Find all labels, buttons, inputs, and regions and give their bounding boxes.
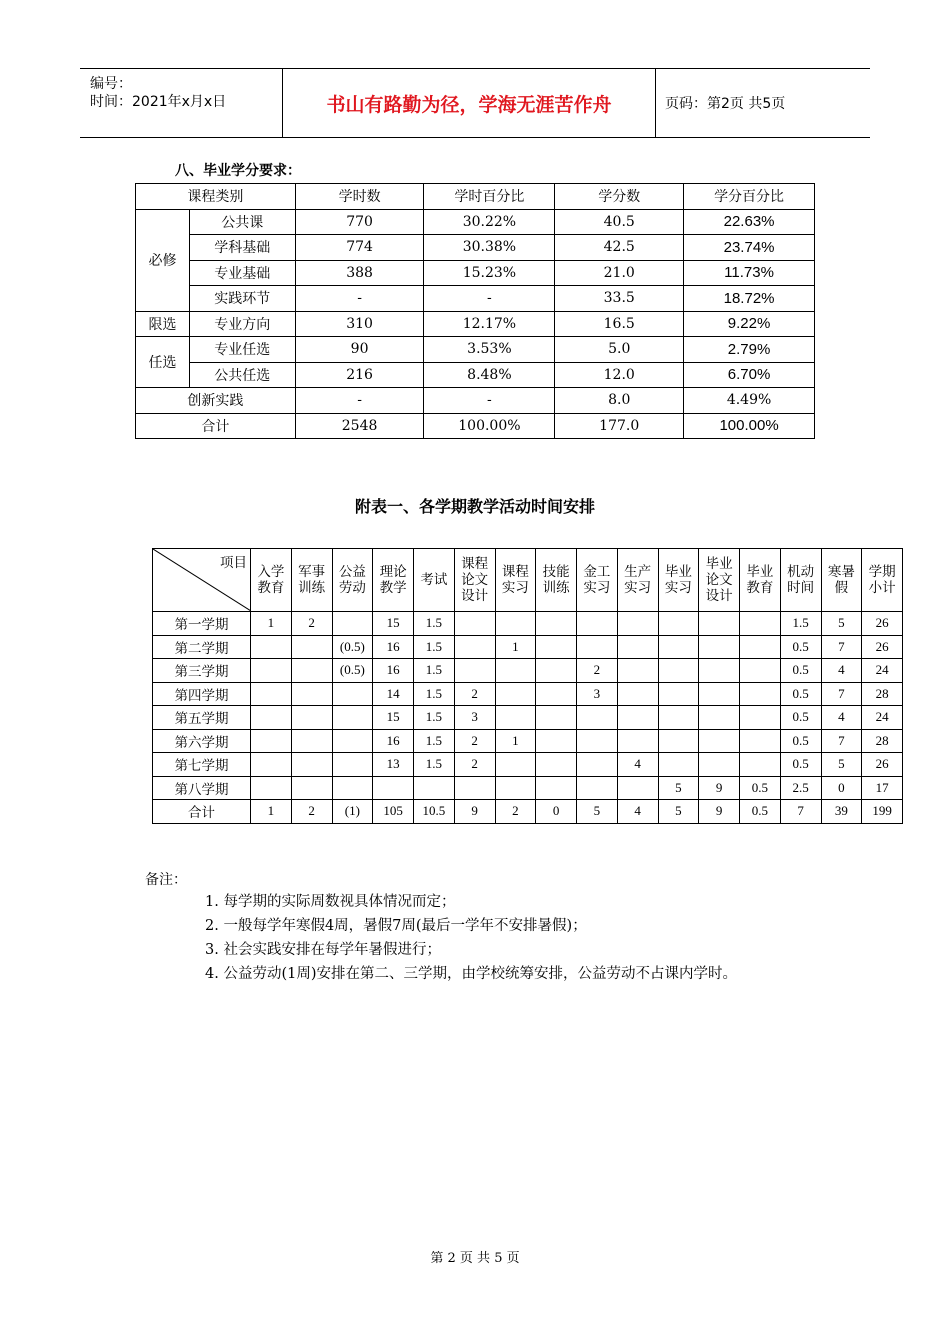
schedule-cell xyxy=(536,753,577,777)
schedule-row xyxy=(153,729,903,753)
semester-label: 第二学期 xyxy=(153,635,251,659)
schedule-cell xyxy=(658,729,699,753)
schedule-cell xyxy=(658,753,699,777)
schedule-cell: 0.5 xyxy=(740,800,781,824)
credits-row xyxy=(136,209,815,235)
schedule-column-header xyxy=(414,549,455,612)
credits-column-header: 课程类别 xyxy=(136,184,296,210)
semester-label: 第五学期 xyxy=(153,706,251,730)
schedule-cell xyxy=(332,706,373,730)
credits-cell-credits-pct: 11.73% xyxy=(684,260,815,286)
schedule-cell: 9 xyxy=(699,800,740,824)
schedule-cell xyxy=(495,659,536,683)
schedule-column-header xyxy=(617,549,658,612)
header-text-line: 寒暑 xyxy=(827,564,855,580)
schedule-cell: 1.5 xyxy=(414,682,455,706)
credits-cell-hours-pct: 100.00% xyxy=(424,413,555,439)
schedule-cell xyxy=(536,635,577,659)
credits-table xyxy=(135,183,815,439)
credits-category: 专业方向 xyxy=(189,311,295,337)
schedule-cell: 0.5 xyxy=(780,659,821,683)
schedule-cell: 1.5 xyxy=(414,729,455,753)
header-text-line: 课程 xyxy=(501,564,529,580)
header-text-line: 训练 xyxy=(298,580,326,596)
credits-category: 公共任选 xyxy=(189,362,295,388)
credits-cell-credits: 42.5 xyxy=(555,235,684,261)
schedule-cell: 1 xyxy=(495,635,536,659)
schedule-cell: 1.5 xyxy=(414,659,455,683)
schedule-cell xyxy=(251,706,292,730)
credits-cell-credits: 40.5 xyxy=(555,209,684,235)
credits-group-label: 必修 xyxy=(136,209,190,311)
schedule-cell xyxy=(617,659,658,683)
credits-category: 实践环节 xyxy=(189,286,295,312)
schedule-cell xyxy=(699,635,740,659)
header-text-line: 毕业 xyxy=(705,556,733,572)
header-text-line: 时间 xyxy=(787,580,815,596)
credits-cell-credits: 5.0 xyxy=(555,337,684,363)
schedule-cell: 16 xyxy=(373,635,414,659)
schedule-cell: 0.5 xyxy=(780,753,821,777)
schedule-cell xyxy=(617,682,658,706)
header-text-line: 毕业 xyxy=(664,564,692,580)
note-item: 3. 社会实践安排在每学年暑假进行； xyxy=(205,942,441,958)
schedule-cell xyxy=(536,706,577,730)
schedule-cell: 1.5 xyxy=(780,612,821,636)
schedule-cell: 2 xyxy=(454,682,495,706)
schedule-column-header xyxy=(291,549,332,612)
credits-column-header: 学时百分比 xyxy=(424,184,555,210)
schedule-cell xyxy=(291,706,332,730)
credits-row xyxy=(136,362,815,388)
credits-cell-hours: 770 xyxy=(295,209,424,235)
header-text-line: 论文 xyxy=(705,572,733,588)
schedule-cell xyxy=(536,659,577,683)
schedule-column-header xyxy=(699,549,740,612)
semester-label: 合计 xyxy=(153,800,251,824)
credits-section-title: 八、毕业学分要求： xyxy=(175,163,301,179)
schedule-column-header xyxy=(780,549,821,612)
header-text-line: 公益 xyxy=(338,564,366,580)
schedule-cell: 26 xyxy=(862,635,903,659)
schedule-cell: 0.5 xyxy=(740,776,781,800)
credits-row xyxy=(136,235,815,261)
schedule-cell: (1) xyxy=(332,800,373,824)
schedule-cell xyxy=(332,753,373,777)
schedule-cell: 15 xyxy=(373,706,414,730)
schedule-cell: 14 xyxy=(373,682,414,706)
credits-cell-hours-pct: 8.48% xyxy=(424,362,555,388)
credits-category: 学科基础 xyxy=(189,235,295,261)
credits-row xyxy=(136,388,815,414)
schedule-cell xyxy=(577,729,618,753)
schedule-cell xyxy=(617,776,658,800)
schedule-cell xyxy=(740,682,781,706)
header-text-line: 教育 xyxy=(746,580,774,596)
schedule-cell xyxy=(454,659,495,683)
header-text-line: 机动 xyxy=(787,564,815,580)
header-text-line: 军事 xyxy=(298,564,326,580)
credits-row xyxy=(136,260,815,286)
schedule-cell xyxy=(454,612,495,636)
note-item: 2. 一般每学年寒假4周，暑假7周(最后一学年不安排暑假)； xyxy=(205,918,587,934)
credits-cell-hours: 2548 xyxy=(295,413,424,439)
schedule-cell xyxy=(291,659,332,683)
schedule-cell: 0.5 xyxy=(780,635,821,659)
schedule-cell: 1.5 xyxy=(414,753,455,777)
credits-cell-hours: 216 xyxy=(295,362,424,388)
schedule-cell: 7 xyxy=(821,682,862,706)
schedule-cell: 4 xyxy=(617,753,658,777)
schedule-cell xyxy=(658,706,699,730)
schedule-cell: 28 xyxy=(862,682,903,706)
header-text-line: 论文 xyxy=(461,572,489,588)
schedule-cell: 5 xyxy=(658,800,699,824)
schedule-row xyxy=(153,800,903,824)
schedule-cell xyxy=(332,729,373,753)
semester-label: 第四学期 xyxy=(153,682,251,706)
schedule-row xyxy=(153,659,903,683)
credits-cell-hours-pct: - xyxy=(424,286,555,312)
header-text-line: 教育 xyxy=(257,580,285,596)
header-text-line: 设计 xyxy=(705,588,733,604)
schedule-cell xyxy=(617,612,658,636)
schedule-cell xyxy=(291,729,332,753)
schedule-cell: 2 xyxy=(495,800,536,824)
credits-cell-hours-pct: 12.17% xyxy=(424,311,555,337)
schedule-cell: 4 xyxy=(821,659,862,683)
credits-cell-credits-pct: 100.00% xyxy=(684,413,815,439)
credits-cell-credits: 21.0 xyxy=(555,260,684,286)
schedule-cell xyxy=(251,635,292,659)
schedule-column-header xyxy=(536,549,577,612)
schedule-cell: 5 xyxy=(821,612,862,636)
schedule-cell xyxy=(495,753,536,777)
schedule-row xyxy=(153,612,903,636)
page-header xyxy=(80,68,870,138)
schedule-cell xyxy=(577,753,618,777)
schedule-cell: (0.5) xyxy=(332,659,373,683)
schedule-cell: 24 xyxy=(862,706,903,730)
schedule-cell xyxy=(291,682,332,706)
schedule-cell xyxy=(373,776,414,800)
schedule-column-header xyxy=(740,549,781,612)
schedule-cell xyxy=(577,706,618,730)
schedule-cell xyxy=(577,612,618,636)
schedule-cell xyxy=(658,635,699,659)
schedule-cell: 3 xyxy=(454,706,495,730)
header-text-line: 实习 xyxy=(624,580,652,596)
credits-cell-hours-pct: 3.53% xyxy=(424,337,555,363)
schedule-row xyxy=(153,776,903,800)
schedule-cell: 2 xyxy=(291,800,332,824)
schedule-cell xyxy=(740,659,781,683)
schedule-cell xyxy=(699,612,740,636)
schedule-column-header xyxy=(577,549,618,612)
header-text-line: 考试 xyxy=(420,572,448,588)
credits-cell-credits-pct: 18.72% xyxy=(684,286,815,312)
doc-date-label: 时间：2021年x月x日 xyxy=(90,94,227,110)
schedule-cell: 39 xyxy=(821,800,862,824)
schedule-column-header xyxy=(251,549,292,612)
header-text-line: 实习 xyxy=(501,580,529,596)
schedule-cell: 1.5 xyxy=(414,612,455,636)
schedule-cell xyxy=(617,706,658,730)
schedule-column-header xyxy=(373,549,414,612)
schedule-column-header xyxy=(821,549,862,612)
header-text-line: 实习 xyxy=(664,580,692,596)
doc-number-label: 编号： xyxy=(90,76,132,92)
credits-cell-credits: 16.5 xyxy=(555,311,684,337)
schedule-column-header xyxy=(658,549,699,612)
schedule-cell: 2.5 xyxy=(780,776,821,800)
schedule-cell: 0 xyxy=(536,800,577,824)
credits-cell-hours: 310 xyxy=(295,311,424,337)
schedule-cell: 7 xyxy=(780,800,821,824)
schedule-cell: 2 xyxy=(454,729,495,753)
credits-cell-credits-pct: 23.74% xyxy=(684,235,815,261)
schedule-cell: 7 xyxy=(821,635,862,659)
schedule-cell: 1 xyxy=(251,612,292,636)
credits-row xyxy=(136,286,815,312)
schedule-cell xyxy=(495,682,536,706)
schedule-cell xyxy=(291,776,332,800)
credits-cell-hours: - xyxy=(295,388,424,414)
schedule-cell: 2 xyxy=(291,612,332,636)
schedule-cell xyxy=(577,635,618,659)
schedule-cell xyxy=(251,753,292,777)
credits-cell-credits: 177.0 xyxy=(555,413,684,439)
credits-cell-credits-pct: 4.49% xyxy=(684,388,815,414)
schedule-cell xyxy=(251,659,292,683)
credits-row xyxy=(136,311,815,337)
schedule-cell: 0 xyxy=(821,776,862,800)
credits-row xyxy=(136,413,815,439)
schedule-cell: 16 xyxy=(373,729,414,753)
header-motto: 书山有路勤为径，学海无涯苦作舟 xyxy=(283,69,656,137)
schedule-cell: 1.5 xyxy=(414,706,455,730)
credits-group-label: 任选 xyxy=(136,337,190,388)
header-text-line: 理论 xyxy=(379,564,407,580)
schedule-cell: 0.5 xyxy=(780,706,821,730)
schedule-cell xyxy=(699,706,740,730)
schedule-cell: 1 xyxy=(251,800,292,824)
schedule-cell xyxy=(699,659,740,683)
schedule-header-row xyxy=(153,549,903,612)
schedule-column-header xyxy=(862,549,903,612)
schedule-cell xyxy=(740,706,781,730)
schedule-cell: 16 xyxy=(373,659,414,683)
schedule-cell xyxy=(536,612,577,636)
header-text-line: 劳动 xyxy=(338,580,366,596)
header-text-line: 课程 xyxy=(461,556,489,572)
credits-cell-credits-pct: 22.63% xyxy=(684,209,815,235)
credits-cell-hours-pct: - xyxy=(424,388,555,414)
schedule-title: 附表一、各学期教学活动时间安排 xyxy=(354,497,595,516)
schedule-cell: 5 xyxy=(577,800,618,824)
schedule-cell xyxy=(658,682,699,706)
schedule-cell xyxy=(251,682,292,706)
schedule-cell: 9 xyxy=(454,800,495,824)
header-text-line: 小计 xyxy=(868,580,896,596)
note-item: 1. 每学期的实际周数视具体情况而定； xyxy=(205,894,456,910)
credits-cell-hours-pct: 15.23% xyxy=(424,260,555,286)
header-page-label: 页码：第2页 共5页 xyxy=(665,96,786,112)
schedule-cell xyxy=(251,776,292,800)
schedule-cell: 10.5 xyxy=(414,800,455,824)
semester-label: 第七学期 xyxy=(153,753,251,777)
schedule-cell xyxy=(536,729,577,753)
schedule-cell xyxy=(699,753,740,777)
schedule-cell: 17 xyxy=(862,776,903,800)
schedule-cell: 2 xyxy=(454,753,495,777)
credits-cell-hours: - xyxy=(295,286,424,312)
credits-row xyxy=(136,337,815,363)
corner-label: 项目 xyxy=(220,555,247,571)
header-info xyxy=(80,69,283,137)
credits-cell-hours-pct: 30.38% xyxy=(424,235,555,261)
header-text-line: 入学 xyxy=(257,564,285,580)
schedule-cell: 0.5 xyxy=(780,729,821,753)
schedule-cell: 3 xyxy=(577,682,618,706)
schedule-cell: 24 xyxy=(862,659,903,683)
schedule-column-header xyxy=(495,549,536,612)
schedule-cell xyxy=(658,612,699,636)
schedule-cell: 26 xyxy=(862,753,903,777)
schedule-cell xyxy=(291,753,332,777)
schedule-cell: 2 xyxy=(577,659,618,683)
schedule-cell xyxy=(536,776,577,800)
notes-list xyxy=(205,890,737,986)
schedule-cell: 26 xyxy=(862,612,903,636)
schedule-cell xyxy=(454,635,495,659)
credits-category: 专业基础 xyxy=(189,260,295,286)
schedule-cell: 5 xyxy=(821,753,862,777)
schedule-row xyxy=(153,706,903,730)
schedule-column-header xyxy=(454,549,495,612)
schedule-cell: 1.5 xyxy=(414,635,455,659)
schedule-cell: 0.5 xyxy=(780,682,821,706)
schedule-cell xyxy=(251,729,292,753)
credits-category: 专业任选 xyxy=(189,337,295,363)
schedule-cell: 15 xyxy=(373,612,414,636)
schedule-cell xyxy=(332,612,373,636)
schedule-cell: 7 xyxy=(821,729,862,753)
credits-cell-credits-pct: 2.79% xyxy=(684,337,815,363)
header-text-line: 假 xyxy=(834,580,849,596)
schedule-cell xyxy=(617,729,658,753)
schedule-cell xyxy=(740,612,781,636)
credits-category: 创新实践 xyxy=(136,388,296,414)
schedule-cell xyxy=(495,776,536,800)
header-text-line: 毕业 xyxy=(746,564,774,580)
credits-category: 公共课 xyxy=(189,209,295,235)
credits-category: 合计 xyxy=(136,413,296,439)
header-text-line: 实习 xyxy=(583,580,611,596)
schedule-cell xyxy=(291,635,332,659)
credits-cell-credits-pct: 9.22% xyxy=(684,311,815,337)
schedule-column-header xyxy=(332,549,373,612)
schedule-corner-cell xyxy=(153,549,251,612)
note-item: 4. 公益劳动(1周)安排在第二、三学期，由学校统筹安排，公益劳动不占课内学时。 xyxy=(205,966,737,982)
credits-cell-hours: 774 xyxy=(295,235,424,261)
header-text-line: 设计 xyxy=(461,588,489,604)
credits-cell-hours: 388 xyxy=(295,260,424,286)
credits-column-header: 学时数 xyxy=(295,184,424,210)
header-text-line: 训练 xyxy=(542,580,570,596)
schedule-cell xyxy=(658,659,699,683)
schedule-cell xyxy=(699,682,740,706)
semester-label: 第八学期 xyxy=(153,776,251,800)
schedule-cell xyxy=(617,635,658,659)
schedule-row xyxy=(153,753,903,777)
schedule-cell: 199 xyxy=(862,800,903,824)
schedule-cell xyxy=(495,612,536,636)
page-footer: 第 2 页 共 5 页 xyxy=(430,1251,520,1266)
credits-cell-credits-pct: 6.70% xyxy=(684,362,815,388)
semester-label: 第六学期 xyxy=(153,729,251,753)
header-text-line: 教学 xyxy=(379,580,407,596)
schedule-row xyxy=(153,682,903,706)
credits-cell-credits: 33.5 xyxy=(555,286,684,312)
credits-cell-credits: 12.0 xyxy=(555,362,684,388)
header-text-line: 金工 xyxy=(583,564,611,580)
semester-label: 第一学期 xyxy=(153,612,251,636)
schedule-cell xyxy=(454,776,495,800)
schedule-cell: 105 xyxy=(373,800,414,824)
schedule-cell xyxy=(332,776,373,800)
notes-label: 备注： xyxy=(145,872,187,888)
semester-label: 第三学期 xyxy=(153,659,251,683)
schedule-cell: 1 xyxy=(495,729,536,753)
schedule-cell xyxy=(536,682,577,706)
schedule-cell: 4 xyxy=(617,800,658,824)
credits-cell-credits: 8.0 xyxy=(555,388,684,414)
credits-column-header: 学分百分比 xyxy=(684,184,815,210)
schedule-cell xyxy=(332,682,373,706)
schedule-table xyxy=(152,548,903,824)
schedule-cell xyxy=(740,753,781,777)
schedule-cell xyxy=(740,635,781,659)
schedule-row xyxy=(153,635,903,659)
credits-cell-hours: 90 xyxy=(295,337,424,363)
header-text-line: 学期 xyxy=(868,564,896,580)
header-text-line: 生产 xyxy=(624,564,652,580)
schedule-cell: 13 xyxy=(373,753,414,777)
schedule-cell xyxy=(577,776,618,800)
schedule-cell: 4 xyxy=(821,706,862,730)
schedule-cell: 9 xyxy=(699,776,740,800)
schedule-cell: 28 xyxy=(862,729,903,753)
credits-group-label: 限选 xyxy=(136,311,190,337)
schedule-cell: (0.5) xyxy=(332,635,373,659)
schedule-cell xyxy=(414,776,455,800)
header-text-line: 技能 xyxy=(542,564,570,580)
schedule-cell xyxy=(740,729,781,753)
schedule-cell xyxy=(699,729,740,753)
credits-header-row xyxy=(136,184,815,210)
credits-column-header: 学分数 xyxy=(555,184,684,210)
schedule-cell xyxy=(495,706,536,730)
credits-cell-hours-pct: 30.22% xyxy=(424,209,555,235)
schedule-cell: 5 xyxy=(658,776,699,800)
